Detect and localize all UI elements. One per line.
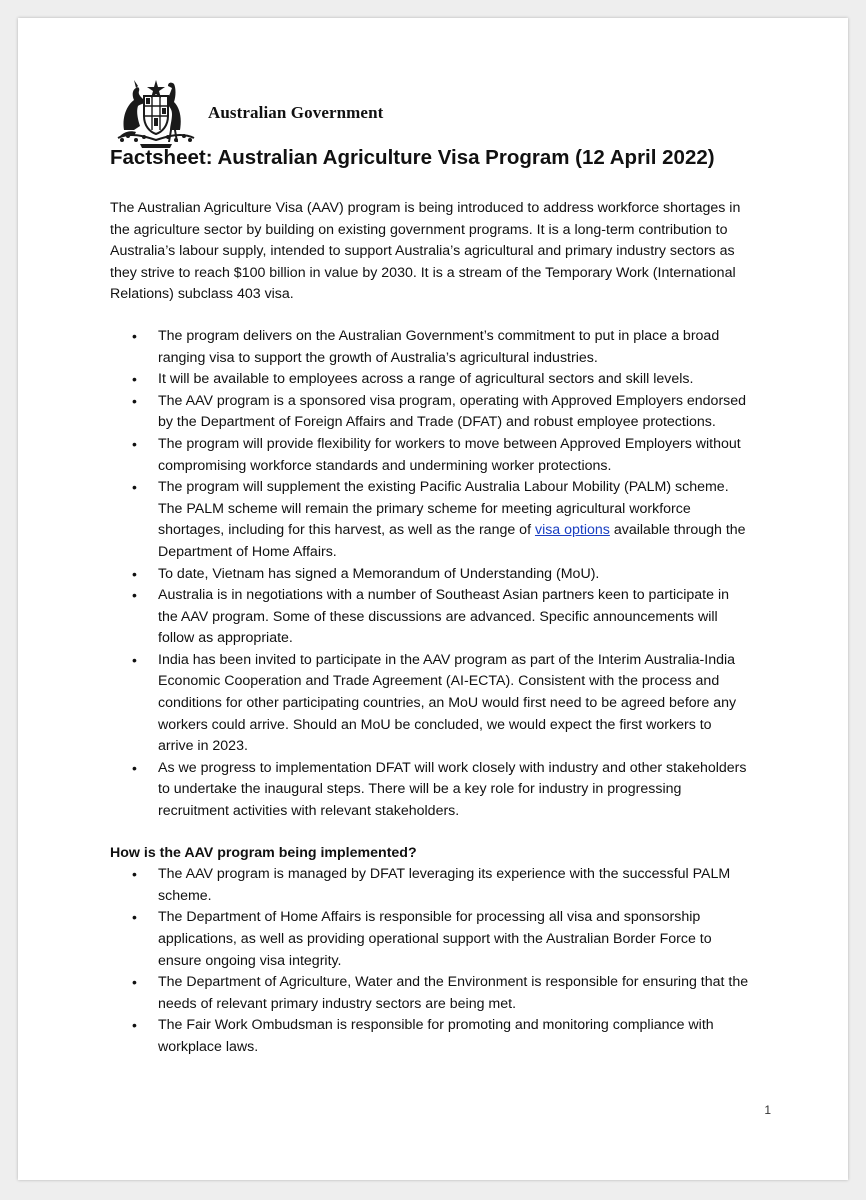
- bullet-icon: •: [132, 1017, 137, 1034]
- document-body: [110, 198, 750, 1059]
- bullet-icon: •: [132, 909, 137, 926]
- page-header: [110, 70, 383, 150]
- bullet-icon: •: [132, 371, 137, 388]
- list-item-text: The program will provide flexibility for workers to move between Approved Employers without compromising workforce standards and undermining worker protections.: [158, 435, 741, 474]
- page-title: Factsheet: Australian Agriculture Visa Program (12 April 2022): [110, 146, 715, 169]
- list-item-text: India has been invited to participate in the AAV program as part of the Interim Australia-India Economic Cooperation and Trade Agreement (AI-ECTA). Consistent with the process and conditions for other participating countries, an MoU would first need to be agreed before any workers could arrive. Should an MoU be concluded, we would expect the first workers to arrive in 2023.: [158, 651, 737, 755]
- list-item-text: The AAV program is a sponsored visa program, operating with Approved Employers endorsed by the Department of Foreign Affairs and Trade (DFAT) and robust employee protections.: [158, 392, 747, 431]
- section-heading: How is the AAV program being implemented?: [110, 844, 417, 861]
- bullet-icon: •: [132, 759, 137, 776]
- list-item-text: The Department of Home Affairs is responsible for processing all visa and sponsorship applications, as well as providing operational support with the Australian Border Force to ensure ongoing visa integrity.: [158, 909, 712, 969]
- list-item: [110, 972, 750, 1015]
- list-item: [110, 391, 750, 434]
- list-item: [110, 326, 750, 369]
- list-item-text: To date, Vietnam has signed a Memorandum of Understanding (MoU).: [158, 565, 600, 582]
- bullet-icon: •: [132, 435, 137, 452]
- list-item-text: The program delivers on the Australian Government’s commitment to put in place a broad ranging visa to support the growth of Australia’s agricultural industries.: [158, 327, 720, 366]
- bullet-icon: •: [132, 392, 137, 409]
- bullet-icon: •: [132, 866, 137, 883]
- key-points-list: [110, 326, 750, 823]
- list-item: [110, 585, 750, 650]
- list-item-text: Australia is in negotiations with a number of Southeast Asian partners keen to participate in the AAV program. Some of these discussions are advanced. Specific announcements will follow as appropriate.: [158, 587, 729, 647]
- list-item-text: It will be available to employees across a range of agricultural sectors and skill levels.: [158, 371, 694, 388]
- bullet-icon: •: [132, 479, 137, 496]
- list-item: [110, 758, 750, 823]
- bullet-icon: •: [132, 565, 137, 582]
- list-item-text: As we progress to implementation DFAT will work closely with industry and other stakeholders to undertake the inaugural steps. There will be a key role for industry in progressing recruitment activities with relevant stakeholders.: [158, 759, 747, 820]
- page-number: 1: [764, 1103, 771, 1117]
- list-item: [110, 650, 750, 758]
- list-item: [110, 1015, 750, 1058]
- intro-paragraph: The Australian Agriculture Visa (AAV) program is being introduced to address workforce shortages in the agriculture sector by building on existing government programs. It is a long-term contribution to Australia’s labour supply, intended to support Australia’s agricultural and primary industry sectors as they strive to reach $100 billion in value by 2030. It is a stream of the Temporary Work (International Relations) subclass 403 visa.: [110, 200, 741, 303]
- list-item-text: The Department of Agriculture, Water and the Environment is responsible for ensuring that the needs of relevant primary industry sectors are being met.: [158, 974, 749, 1012]
- document-page: [18, 18, 848, 1180]
- list-item: [110, 907, 750, 972]
- bullet-icon: •: [132, 974, 137, 991]
- list-item-text: The Fair Work Ombudsman is responsible for promoting and monitoring compliance with workplace laws.: [158, 1017, 714, 1055]
- coat-of-arms-icon: [110, 70, 202, 150]
- bullet-icon: •: [132, 587, 137, 604]
- list-item: [110, 477, 750, 563]
- list-item-text: available through the Department of Home Affairs.: [158, 522, 746, 560]
- list-item: [110, 564, 750, 586]
- list-item-text: The AAV program is managed by DFAT leveraging its experience with the successful PALM scheme.: [158, 866, 731, 904]
- implementation-list: [110, 864, 750, 1058]
- list-item: [110, 434, 750, 477]
- visa-options-link[interactable]: visa options: [534, 522, 610, 539]
- bullet-icon: •: [132, 651, 137, 668]
- org-name: Australian Government: [208, 103, 384, 122]
- list-item: [110, 369, 750, 391]
- bullet-icon: •: [132, 327, 137, 344]
- list-item: [110, 864, 750, 907]
- list-item-text: The program will supplement the existing Pacific Australia Labour Mobility (PALM) scheme. The PALM scheme will remain the primary scheme for meeting agricultural workforce shortages, including for this harvest, as well as the range of: [158, 479, 729, 539]
